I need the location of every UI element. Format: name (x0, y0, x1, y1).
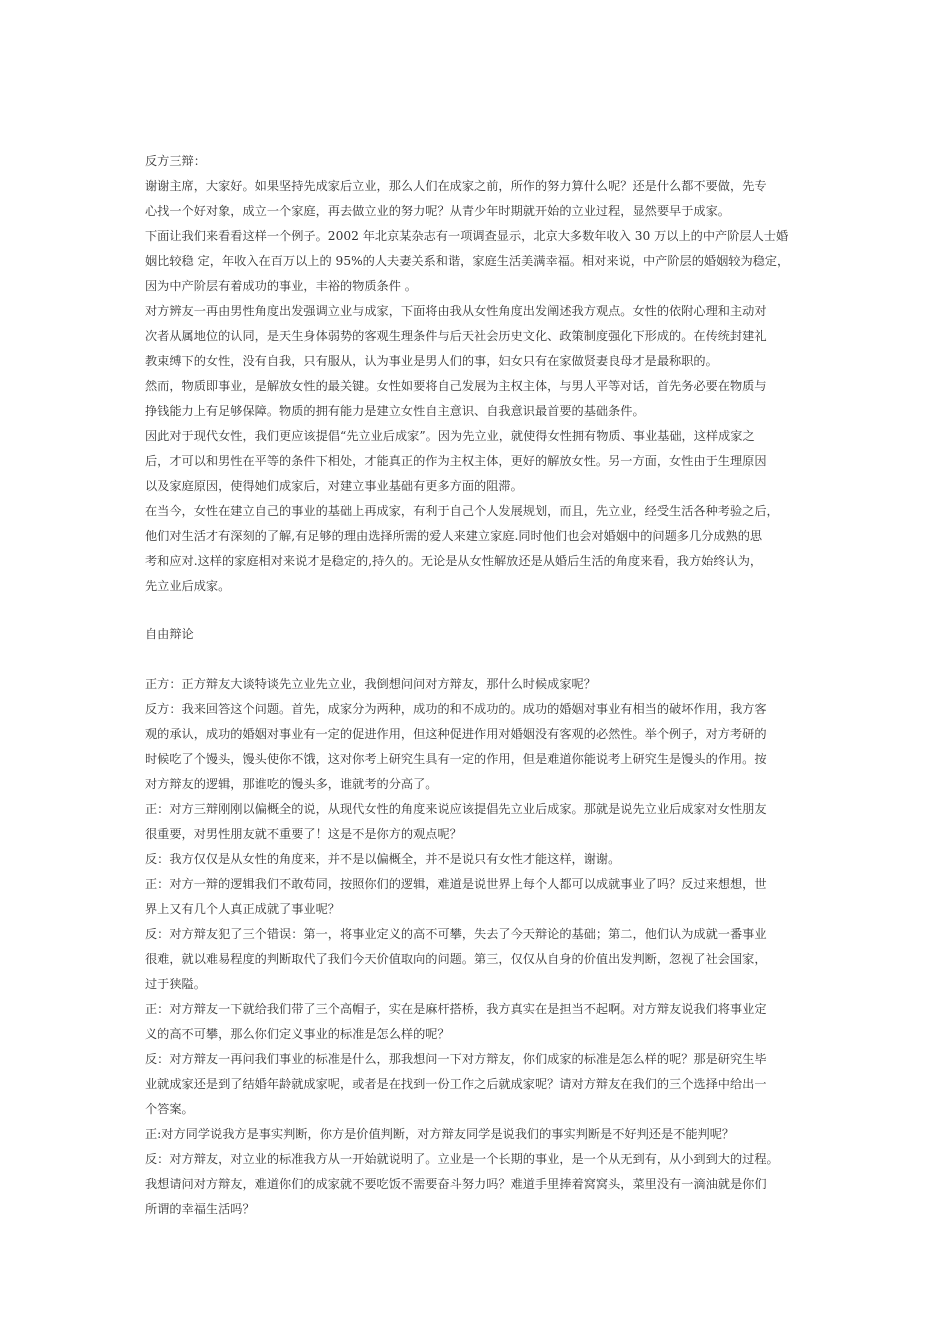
text-line: 后，才可以和男性在平等的条件下相处，才能真正的作为主权主体，更好的解放女性。另一方面，女性由于生理原因 (145, 454, 767, 468)
text-line: 所谓的幸福生活吗？ (145, 1202, 255, 1216)
text-line: 他们对生活才有深刻的了解,有足够的理由选择所需的爱人来建立家庭.同时他们也会对婚姻中的问题多几分成熟的思 (145, 529, 763, 543)
text-line: 正：对方一辩的逻辑我们不敢苟同，按照你们的逻辑，难道是说世界上每个人都可以成就事业了吗？反过来想想，世 (145, 877, 767, 891)
text-line: 很难，就以难易程度的判断取代了我们今天价值取向的问题。第三，仅仅从自身的价值出发判断，忽视了社会国家， (145, 952, 767, 966)
text-line: 次者从属地位的认同，是天生身体弱势的客观生理条件与后天社会历史文化、政策制度强化下形成的。在传统封建礼 (145, 329, 767, 343)
text-line: 先立业后成家。 (145, 579, 231, 593)
text-line: 对方辩友的逻辑，那谁吃的馒头多，谁就考的分高了。 (145, 777, 438, 791)
section-heading-rebuttal: 反方三辩： (145, 154, 206, 168)
text-line: 然而，物质即事业，是解放女性的最关键。女性如要将自己发展为主权主体，与男人平等对话，首先务必要在物质与 (145, 379, 767, 393)
text-line: 业就成家还是到了结婚年龄就成家呢，或者是在找到一份工作之后就成家呢？请对方辩友在我们的三个选择中给出一 (145, 1077, 767, 1091)
text-line: 心找一个好对象，成立一个家庭，再去做立业的努力呢？从青少年时期就开始的立业过程，显然要早于成家。 (145, 204, 730, 218)
text-line: 正方：正方辩友大谈特谈先立业先立业，我倒想问问对方辩友，那什么时候成家呢？ (145, 677, 596, 691)
text-line: 下面让我们来看看这样一个例子。2002 年北京某杂志有一项调查显示，北京大多数年收入 30 万以上的中产阶层人士婚 (145, 229, 789, 243)
text-line: 反：我方仅仅是从女性的角度来，并不是以偏概全，并不是说只有女性才能这样，谢谢。 (145, 852, 621, 866)
text-line: 在当今，女性在建立自己的事业的基础上再成家，有利于自己个人发展规划，而且，先立业，经受生活各种考验之后， (145, 504, 779, 518)
text-line: 因此对于现代女性，我们更应该提倡“先立业后成家”。因为先立业，就使得女性拥有物质、事业基础，这样成家之 (145, 429, 755, 443)
text-line: 过于狭隘。 (145, 977, 206, 991)
text-line: 反：对方辩友犯了三个错误：第一，将事业定义的高不可攀，失去了今天辩论的基础；第二，他们认为成就一番事业 (145, 927, 767, 941)
text-line: 义的高不可攀，那么你们定义事业的标准是怎么样的呢？ (145, 1027, 450, 1041)
text-line: 个答案。 (145, 1102, 194, 1116)
text-line: 姻比较稳 定，年收入在百万以上的 95%的人夫妻关系和谐，家庭生活美满幸福。相对来说，中产阶层的婚姻较为稳定， (145, 254, 790, 268)
text-line: 挣钱能力上有足够保障。物质的拥有能力是建立女性自主意识、自我意识最首要的基础条件。 (145, 404, 645, 418)
text-line: 对方辨友一再由男性角度出发强调立业与成家，下面将由我从女性角度出发阐述我方观点。女性的依附心理和主动对 (145, 304, 767, 318)
text-line: 反：对方辩友，对立业的标准我方从一开始就说明了。立业是一个长期的事业，是一个从无到有，从小到到大的过程。 (145, 1152, 779, 1166)
text-line: 谢谢主席，大家好。如果坚持先成家后立业，那么人们在成家之前，所作的努力算什么呢？还是什么都不要做，先专 (145, 179, 767, 193)
text-line: 界上又有几个人真正成就了事业呢？ (145, 902, 340, 916)
text-line: 反：对方辩友一再问我们事业的标准是什么，那我想问一下对方辩友，你们成家的标准是怎么样的呢？那是研究生毕 (145, 1052, 767, 1066)
text-line: 正：对方三辩刚刚以偏概全的说，从现代女性的角度来说应该提倡先立业后成家。那就是说先立业后成家对女性朋友 (145, 802, 767, 816)
text-line: 正：对方辩友一下就给我们带了三个高帽子，实在是麻杆搭桥，我方真实在是担当不起啊。对方辩友说我们将事业定 (145, 1002, 767, 1016)
text-line: 很重要，对男性朋友就不重要了！这是不是你方的观点呢？ (145, 827, 462, 841)
text-line: 以及家庭原因，使得她们成家后，对建立事业基础有更多方面的阻滞。 (145, 479, 523, 493)
text-line: 考和应对.这样的家庭相对来说才是稳定的,持久的。无论是从女性解放还是从婚后生活的角度来看，我方始终认为， (145, 554, 763, 568)
text-line: 我想请问对方辩友，难道你们的成家就不要吃饭不需要奋斗努力吗？难道手里捧着窝窝头，菜里没有一滴油就是你们 (145, 1177, 767, 1191)
text-line: 反方：我来回答这个问题。首先，成家分为两种，成功的和不成功的。成功的婚姻对事业有相当的破坏作用，我方客 (145, 702, 767, 716)
text-line: 教束缚下的女性，没有自我，只有服从，认为事业是男人们的事，妇女只有在家做贤妻良母才是最称职的。 (145, 354, 718, 368)
section-heading-free-debate: 自由辩论 (145, 627, 194, 641)
text-line: 观的承认，成功的婚姻对事业有一定的促进作用，但这种促进作用对婚姻没有客观的必然性。举个例子，对方考研的 (145, 727, 767, 741)
text-line: 因为中产阶层有着成功的事业，丰裕的物质条件 。 (145, 279, 417, 293)
text-line: 时候吃了个馒头，馒头使你不饿，这对你考上研究生具有一定的作用，但是难道你能说考上研究生是馒头的作用。按 (145, 752, 767, 766)
text-line: 正:对方同学说我方是事实判断，你方是价值判断，对方辩友同学是说我们的事实判断是不好判还是不能判呢？ (145, 1127, 735, 1141)
